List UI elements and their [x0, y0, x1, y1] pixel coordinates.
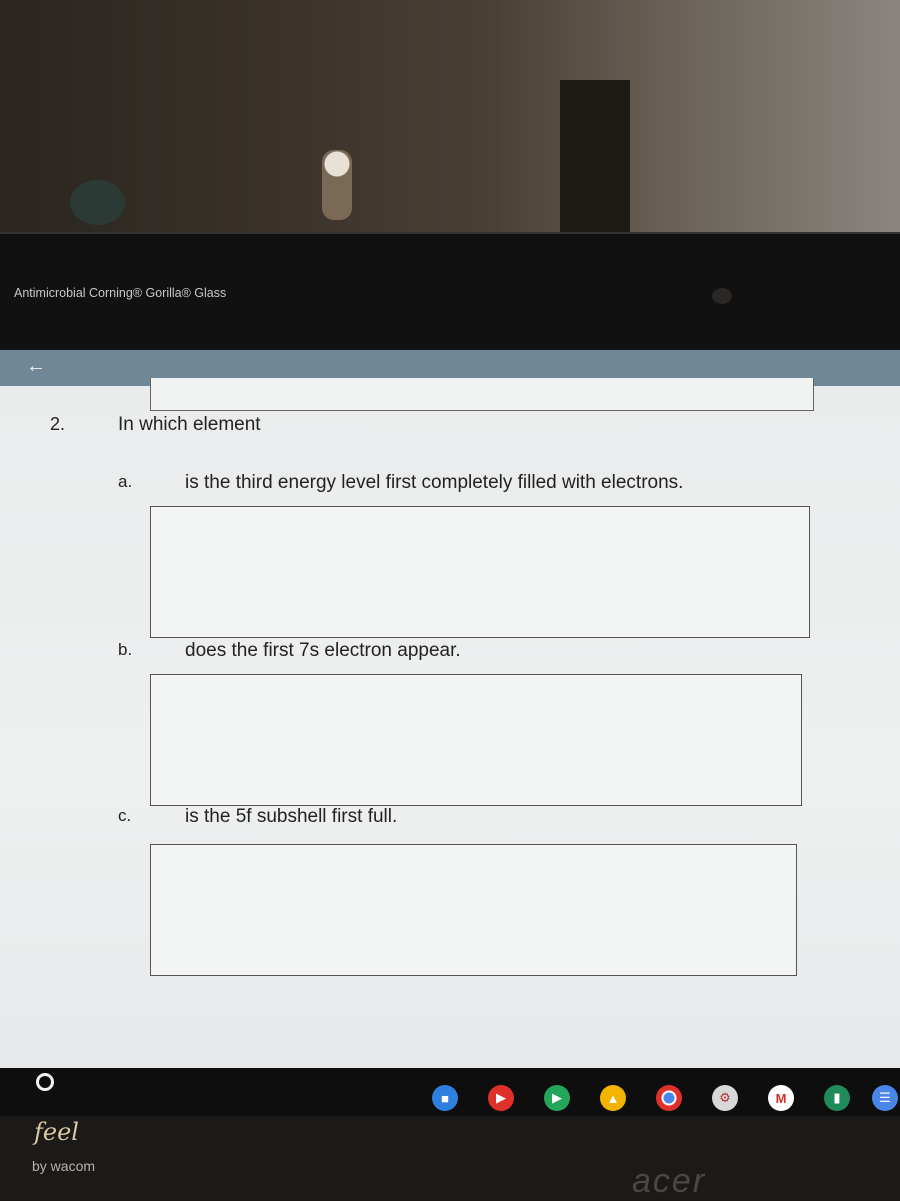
chrome-icon[interactable]: [656, 1085, 682, 1111]
part-b-letter: b.: [118, 640, 133, 659]
part-c-text: is the 5f subshell first full.: [185, 806, 398, 827]
gmail-icon[interactable]: M: [768, 1085, 794, 1111]
app-gear-icon[interactable]: ⚙: [712, 1085, 738, 1111]
part-a-letter: a.: [118, 472, 133, 491]
arrow-left-icon[interactable]: ←: [26, 355, 46, 377]
previous-answer-box[interactable]: [150, 378, 814, 411]
background-object: [70, 180, 125, 225]
files-icon[interactable]: ■: [432, 1085, 458, 1111]
meet-icon[interactable]: ▮: [824, 1085, 850, 1111]
drive-icon[interactable]: ▲: [600, 1085, 626, 1111]
acer-logo: acer: [632, 1162, 707, 1200]
feel-logo: feel: [34, 1118, 79, 1146]
background-room-photo: [0, 0, 900, 240]
launcher-circle-icon[interactable]: [36, 1073, 54, 1091]
screen: [0, 350, 900, 1070]
play-store-icon[interactable]: ▶: [544, 1085, 570, 1111]
part-b-answer-box[interactable]: [150, 674, 802, 806]
part-c-letter: c.: [118, 806, 132, 825]
background-lamp: [322, 150, 352, 220]
laptop-keyboard-deck: [0, 1116, 900, 1200]
question-number: 2.: [50, 414, 66, 434]
background-door: [560, 80, 630, 240]
part-a-text: is the third energy level first completely filled with electrons.: [185, 472, 684, 493]
camera-icon: [712, 288, 732, 304]
part-b-text: does the first 7s electron appear.: [185, 640, 461, 661]
question-prompt: In which element: [118, 414, 261, 435]
youtube-icon[interactable]: ▶: [488, 1085, 514, 1111]
part-a-answer-box[interactable]: [150, 506, 810, 638]
bezel-brand-text: Antimicrobial Corning® Gorilla® Glass: [14, 286, 227, 300]
docs-icon[interactable]: ☰: [872, 1085, 898, 1111]
part-c-answer-box[interactable]: [150, 844, 797, 976]
wacom-logo: by wacom: [32, 1158, 96, 1174]
